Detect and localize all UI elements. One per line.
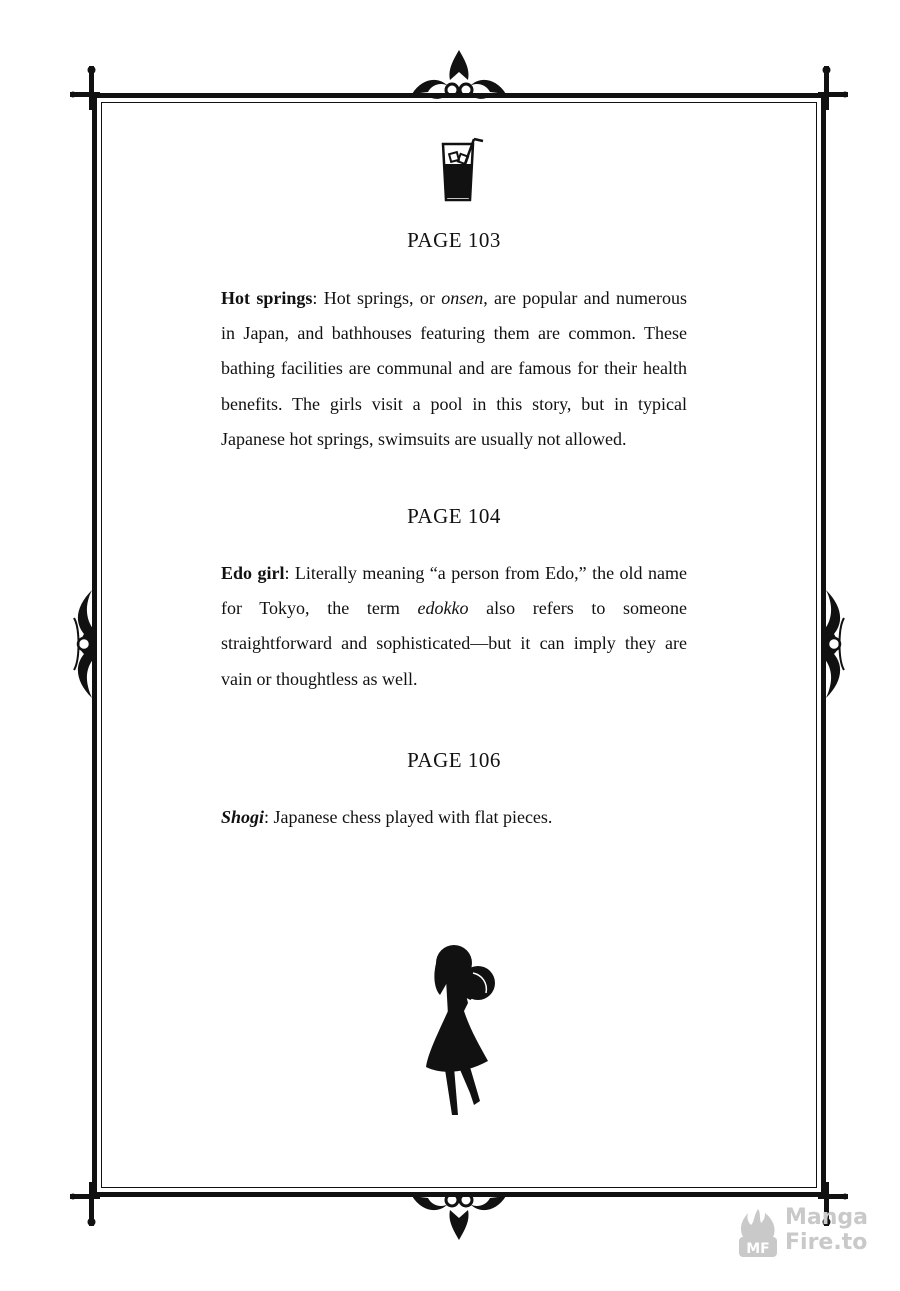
flame-logo-icon (735, 1207, 781, 1259)
right-side-ornament (814, 588, 848, 700)
glossary-entry-shogi: Shogi: Japanese chess played with flat pieces. (221, 807, 553, 827)
girl-silhouette-icon (418, 943, 500, 1119)
left-side-ornament (70, 588, 104, 700)
corner-ornament-top-left (70, 66, 100, 110)
svg-text:MF: MF (746, 1241, 770, 1257)
corner-ornament-bottom-left (70, 1182, 100, 1226)
glossary-term: Hot springs (221, 288, 313, 308)
bottom-scroll-ornament (408, 1190, 510, 1242)
glossary-term: Edo girl (221, 563, 285, 583)
watermark-text: Manga Fire.to (785, 1205, 868, 1255)
section-heading-page-104: PAGE 104 (407, 504, 501, 528)
corner-ornament-top-right (818, 66, 848, 110)
drink-glass-icon (440, 136, 486, 204)
glossary-term: Shogi (221, 807, 265, 827)
section-heading-page-106: PAGE 106 (407, 748, 501, 772)
top-scroll-ornament (408, 48, 510, 100)
section-heading-page-103: PAGE 103 (407, 228, 501, 252)
site-watermark (735, 1205, 875, 1261)
glossary-entry-hot-springs: Hot springs: Hot springs, or onsen, are popular and numerous in Japan, and bathhouses featuring them are common. These bathing facilities are communal and are famous for their health benefits. The girls visit a pool in this story, but in typical Japanese hot springs, swimsuits are usually not allowed. (221, 288, 688, 449)
glossary-entry-edo-girl: Edo girl: Literally meaning “a person from Edo,” the old name for Tokyo, the term edokko also refers to someone straightforward and sophisticated—but it can imply they are vain or thoughtless as well. (221, 563, 687, 689)
